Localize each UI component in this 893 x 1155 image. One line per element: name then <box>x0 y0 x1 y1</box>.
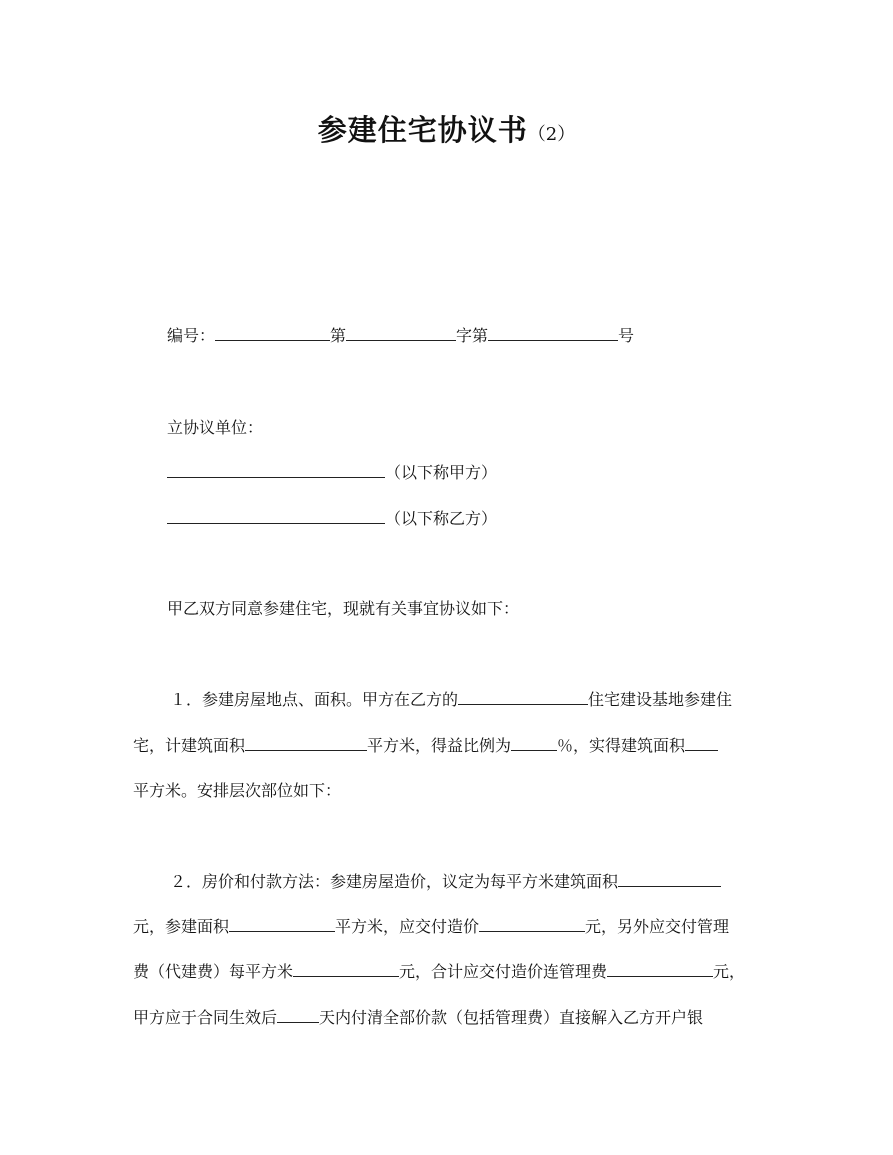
title-text: 参建住宅协议书 <box>317 113 528 147</box>
clause1-text-c: 宅，计建筑面积 <box>133 736 246 755</box>
clause2-blank-cost <box>479 917 585 932</box>
party-b-blank <box>167 509 385 524</box>
number-line <box>167 326 634 346</box>
party-b-suffix: （以下称乙方） <box>385 509 498 528</box>
number-hao: 号 <box>618 326 635 345</box>
clause2-line4 <box>133 1008 703 1028</box>
clause1-text-e: ％，实得建筑面积 <box>557 736 686 755</box>
clause2-line2 <box>133 917 729 937</box>
title-suffix: （2） <box>527 124 576 145</box>
clause2-text-g: 元， <box>713 962 746 981</box>
clause1-line3: 平方米。安排层次部位如下： <box>133 781 342 800</box>
party-a-suffix: （以下称甲方） <box>385 463 498 482</box>
clause1-blank-actual <box>685 736 718 751</box>
clause2-blank-area <box>229 917 335 932</box>
clause1-blank-area <box>245 736 367 751</box>
number-blank-3 <box>488 326 618 341</box>
clause1-text-a: １．参建房屋地点、面积。甲方在乙方的 <box>170 690 459 709</box>
number-blank-2 <box>346 326 456 341</box>
clause1-line2 <box>133 736 718 756</box>
intro-text: 甲乙双方同意参建住宅，现就有关事宜协议如下： <box>167 599 520 618</box>
clause1-text-d: 平方米，得益比例为 <box>367 736 512 755</box>
party-a-line <box>167 463 497 483</box>
number-blank-1 <box>215 326 330 341</box>
clause1-line1 <box>170 690 732 710</box>
clause1-text-b: 住宅建设基地参建住 <box>588 690 733 709</box>
clause2-line3 <box>133 962 745 982</box>
number-label: 编号： <box>167 326 216 345</box>
clause2-text-d: 元，另外应交付管理 <box>585 917 730 936</box>
clause2-text-i: 天内付清全部价款（包括管理费）直接解入乙方开户银 <box>319 1008 704 1027</box>
clause2-blank-fee <box>293 962 399 977</box>
clause2-text-c: 平方米，应交付造价 <box>335 917 480 936</box>
clause2-text-h: 甲方应于合同生效后 <box>133 1008 278 1027</box>
number-zi-di: 字第 <box>456 326 489 345</box>
party-a-blank <box>167 463 385 478</box>
clause1-blank-ratio <box>511 736 557 751</box>
clause2-blank-unit-price <box>618 872 721 887</box>
clause2-text-b: 元，参建面积 <box>133 917 230 936</box>
clause1-blank-location <box>458 690 588 705</box>
clause2-text-e: 费（代建费）每平方米 <box>133 962 294 981</box>
document-title <box>0 108 893 149</box>
clause2-text-f: 元，合计应交付造价连管理费 <box>399 962 608 981</box>
parties-label: 立协议单位： <box>167 418 264 437</box>
clause2-blank-total <box>607 962 713 977</box>
clause2-text-a: ２．房价和付款方法：参建房屋造价，议定为每平方米建筑面积 <box>170 872 619 891</box>
party-b-line <box>167 509 497 529</box>
clause2-line1 <box>170 872 721 892</box>
clause2-blank-days <box>277 1008 319 1023</box>
number-di: 第 <box>330 326 347 345</box>
